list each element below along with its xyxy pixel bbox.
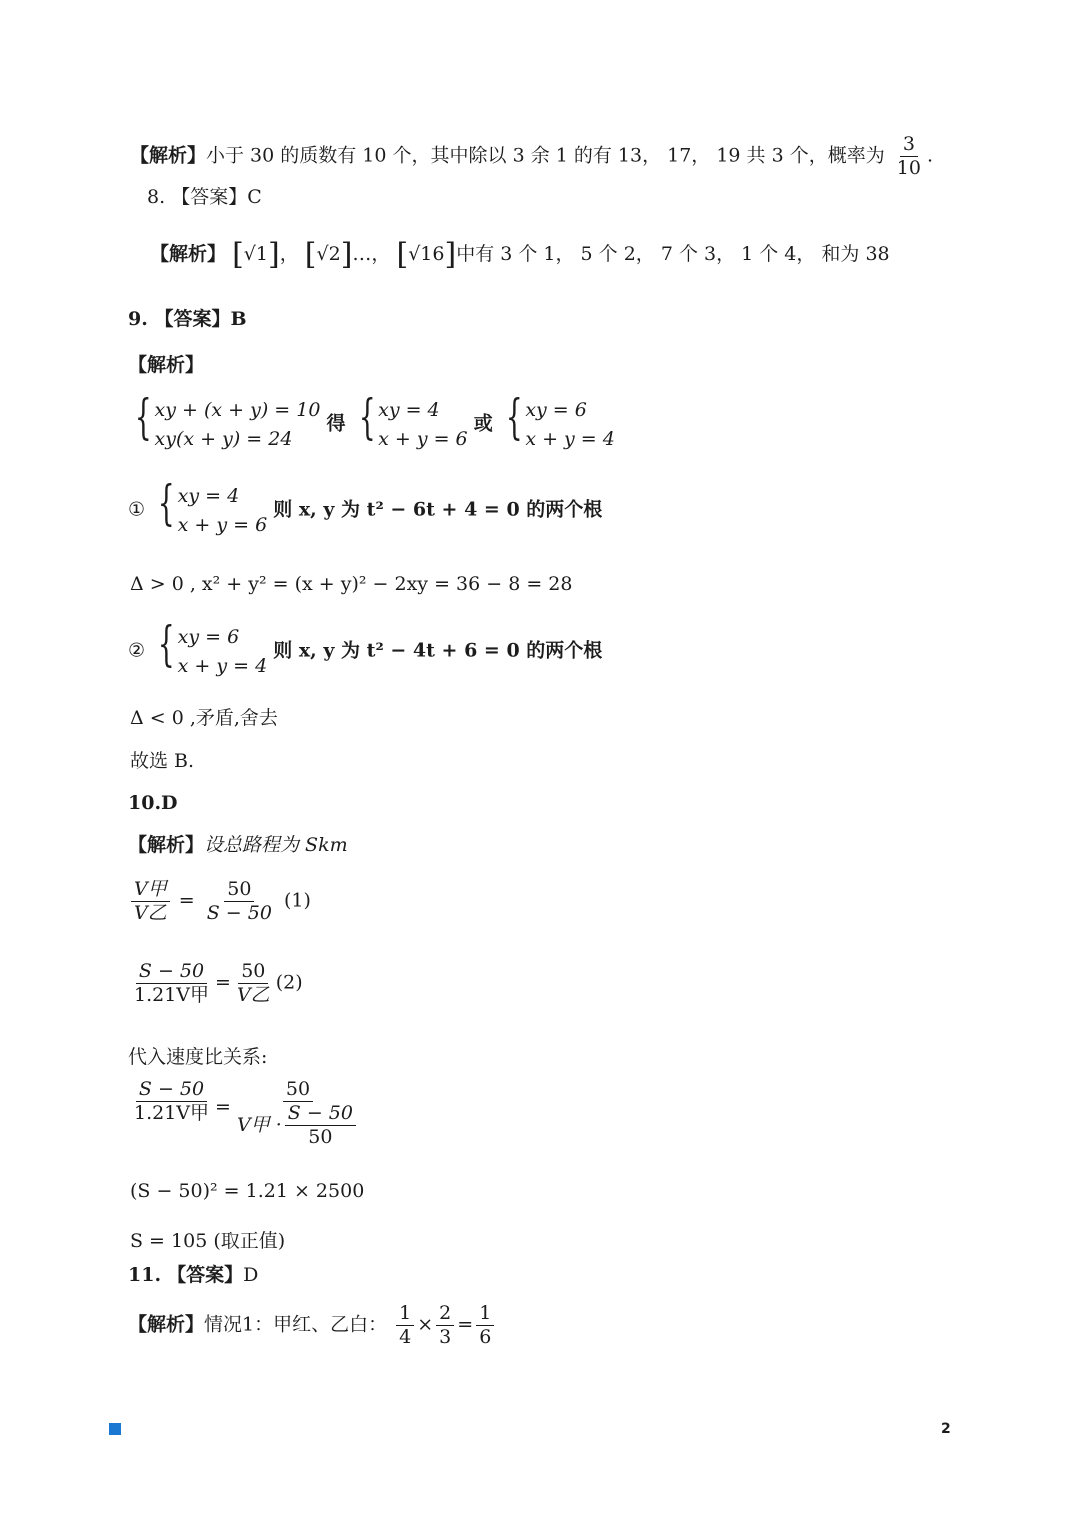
q9-answer-label: 【答案】 xyxy=(154,308,231,330)
q9-case1-system: { xy = 4 x + y = 6 xyxy=(157,475,268,536)
q11-answer: D xyxy=(243,1264,259,1286)
q7-analysis-line: 【解析】小于 30 的质数有 10 个，其中除以 3 余 1 的有 13， 17， 19 共 3 个，概率为 $\frac{3}{10}$ . xyxy=(130,133,934,179)
q9-case1-mark: ① xyxy=(128,498,146,521)
q9-case2-mark: ② xyxy=(128,639,146,662)
q11-number: 11. xyxy=(128,1264,162,1286)
q8-number: 8. xyxy=(147,186,166,208)
q10-analysis-line xyxy=(128,836,348,855)
q10-analysis-label: 【解析】 xyxy=(128,834,205,856)
q9-case2-system: { xy = 6 x + y = 4 xyxy=(157,616,268,677)
q9-analysis-label: 【解析】 xyxy=(128,354,205,376)
page-number: 2 xyxy=(941,1421,951,1437)
q8-answer-line xyxy=(147,188,262,207)
q7-analysis-label: 【解析】 xyxy=(130,144,207,167)
q7-probability-fraction: $\frac{3}{10}$ xyxy=(896,133,921,179)
q9-system-a: { xy = 4 x + y = 6 xyxy=(358,389,468,450)
q10-eq2: $\frac{S - 50}{\text{1.21V甲}}$ = $\frac{50}{\text{V乙}}$ (2) xyxy=(134,960,303,1006)
q11-analysis-line: 【解析】情况1：甲红、乙白： $\frac{1}{4}$ × $\frac{2}{3}$ = $\frac{1}{6}$ xyxy=(128,1304,497,1347)
q10-eq3: $\frac{S - 50}{\text{1.21V甲}}$ = 50 V甲 · $\frac{S - 50}{50}$ xyxy=(128,1080,365,1147)
q8-answer-label: 【答案】 xyxy=(171,186,248,208)
q9-conclusion: 故选 B. xyxy=(130,750,195,772)
q9-number: 9. xyxy=(128,308,148,330)
q10-eq2-tag: (2) xyxy=(275,971,303,994)
q8-sqrt-1: √1 xyxy=(243,243,268,265)
q9-delta2: Δ < 0 ,矛盾,舍去 xyxy=(130,707,278,729)
q8-sqrt-2: √2 xyxy=(316,243,341,265)
q9-case2-line xyxy=(128,616,603,680)
q9-system-b: { xy = 6 x + y = 4 xyxy=(505,389,615,450)
q9-delta1: Δ > 0 , x² + y² = (x + y)² − 2xy = 36 − 8 = 28 xyxy=(130,573,573,595)
q9-system-line xyxy=(128,389,615,453)
q8-analysis-line: 【解析】 [√1]， [√2]…， [√16]中有 3 个 1， 5 个 2， 7 个 3， 1 个 4， 和为 38 xyxy=(150,237,890,272)
q9-case1-text: 则 x, y 为 t² − 6t + 4 = 0 的两个根 xyxy=(273,498,603,521)
q10-analysis-text: 设总路程为 Skm xyxy=(204,834,348,856)
q10-eq1-tag: (1) xyxy=(283,889,311,912)
q11-answer-line xyxy=(128,1266,258,1285)
q8-analysis-label: 【解析】 xyxy=(150,243,227,265)
q7-analysis-text: 小于 30 的质数有 10 个，其中除以 3 余 1 的有 13， 17， 19 共 3 个，概率为 xyxy=(206,144,885,167)
q9-answer-line xyxy=(128,310,247,329)
page-marker-square xyxy=(109,1423,121,1435)
q8-answer: C xyxy=(247,186,262,208)
q10-eq4: (S − 50)² = 1.21 × 2500 xyxy=(130,1180,365,1202)
q11-analysis-label: 【解析】 xyxy=(128,1313,205,1336)
q11-answer-label: 【答案】 xyxy=(167,1264,244,1286)
q9-case1-line xyxy=(128,475,603,539)
q9-case2-text: 则 x, y 为 t² − 4t + 6 = 0 的两个根 xyxy=(273,639,603,662)
q10-substitute-text: 代入速度比关系: xyxy=(128,1046,268,1068)
q10-heading: 10.D xyxy=(128,792,178,814)
q9-main-system: { xy + (x + y) = 10 xy(x + y) = 24 xyxy=(134,389,321,450)
q9-huo: 或 xyxy=(473,412,493,435)
q10-eq5: S = 105 (取正值) xyxy=(130,1230,286,1252)
q10-eq1: $\frac{\text{V甲}}{\text{V乙}}$ = $\frac{50}{S - 50}$ (1) xyxy=(128,880,311,923)
q8-sqrt-16: √16 xyxy=(408,243,445,265)
q9-de: 得 xyxy=(326,412,346,435)
q11-analysis-text: 情况1：甲红、乙白： xyxy=(204,1313,388,1336)
q8-analysis-text: 中有 3 个 1， 5 个 2， 7 个 3， 1 个 4， 和为 38 xyxy=(456,243,890,265)
q9-answer: B xyxy=(230,308,247,330)
